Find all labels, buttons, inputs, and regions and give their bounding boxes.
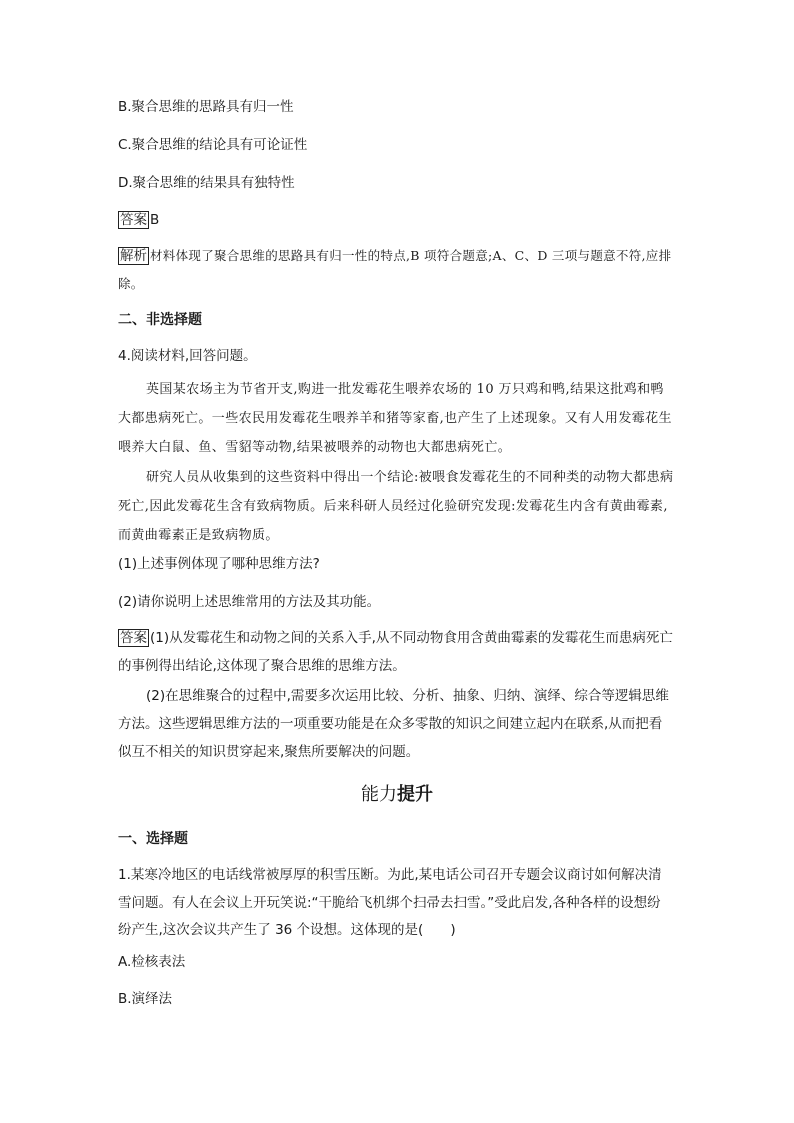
q3-option-b: B.聚合思维的思路具有归一性 bbox=[118, 99, 294, 115]
p1-option-b: B.演绎法 bbox=[118, 991, 173, 1007]
p1-option-a: A.检核表法 bbox=[118, 954, 186, 970]
q3-analysis bbox=[118, 242, 674, 298]
title-bold-part: 提升 bbox=[397, 784, 433, 805]
title-normal-part: 能力 bbox=[361, 784, 397, 805]
section-title-ability bbox=[0, 783, 794, 807]
q4-material-2: 研究人员从收集到的这些资料中得出一个结论:被喂食发霉花生的不同种类的动物大都患病死亡,因此发霉花生含有致病物质。后来科研人员经过化验研究发现:发霉花生内含有黄曲霉素,而黄曲霉素正是致病物质。 bbox=[118, 470, 674, 543]
section-heading-choice: 一、选择题 bbox=[118, 831, 188, 847]
answer-text-1: (1)从发霉花生和动物之间的关系入手,从不同动物食用含黄曲霉素的发霉花生而患病死亡的事例得出结论,这体现了聚合思维的思维方法。 bbox=[118, 630, 673, 674]
q4-subquestion-1: (1)上述事例体现了哪种思维方法? bbox=[118, 556, 320, 572]
q3-answer bbox=[118, 210, 159, 230]
q3-option-d: D.聚合思维的结果具有独特性 bbox=[118, 175, 295, 191]
q4-subquestion-2: (2)请你说明上述思维常用的方法及其功能。 bbox=[118, 594, 381, 610]
answer-tag: 答案 bbox=[120, 212, 147, 228]
q4-stem: 4.阅读材料,回答问题。 bbox=[118, 348, 257, 364]
q4-answer-2: (2)在思维聚合的过程中,需要多次运用比较、分析、抽象、归纳、演绎、综合等逻辑思维方法。这些逻辑思维方法的一项重要功能是在众多零散的知识之间建立起内在联系,从而把看似互不相关的知识贯穿起来,聚焦所要解决的问题。 bbox=[118, 688, 669, 760]
answer-tag: 答案 bbox=[120, 630, 147, 646]
section-heading-nonchoice: 二、非选择题 bbox=[118, 312, 202, 328]
answer-value: B bbox=[150, 212, 160, 228]
p1-stem: 1.某寒冷地区的电话线常被厚厚的积雪压断。为此,某电话公司召开专题会议商讨如何解决清雪问题。有人在会议上开玩笑说:“干脆给飞机绑个扫帚去扫雪。”受此启发,各种各样的设想纷纷产生,这次会议共产生了 36 个设想。这体现的是( ) bbox=[118, 867, 662, 938]
analysis-tag: 解析 bbox=[120, 248, 147, 264]
q4-answer-1 bbox=[118, 624, 674, 680]
q4-material-1: 英国某农场主为节省开支,购进一批发霉花生喂养农场的 10 万只鸡和鸭,结果这批鸡和鸭大都患病死亡。一些农民用发霉花生喂养羊和猪等家畜,也产生了上述现象。又有人用发霉花生喂养大白鼠、鱼、雪貂等动物,结果被喂养的动物也大都患病死亡。 bbox=[118, 382, 672, 455]
q3-option-c: C.聚合思维的结论具有可论证性 bbox=[118, 137, 308, 153]
analysis-text: 材料体现了聚合思维的思路具有归一性的特点,B 项符合题意;A、C、D 三项与题意不符,应排除。 bbox=[118, 248, 672, 291]
